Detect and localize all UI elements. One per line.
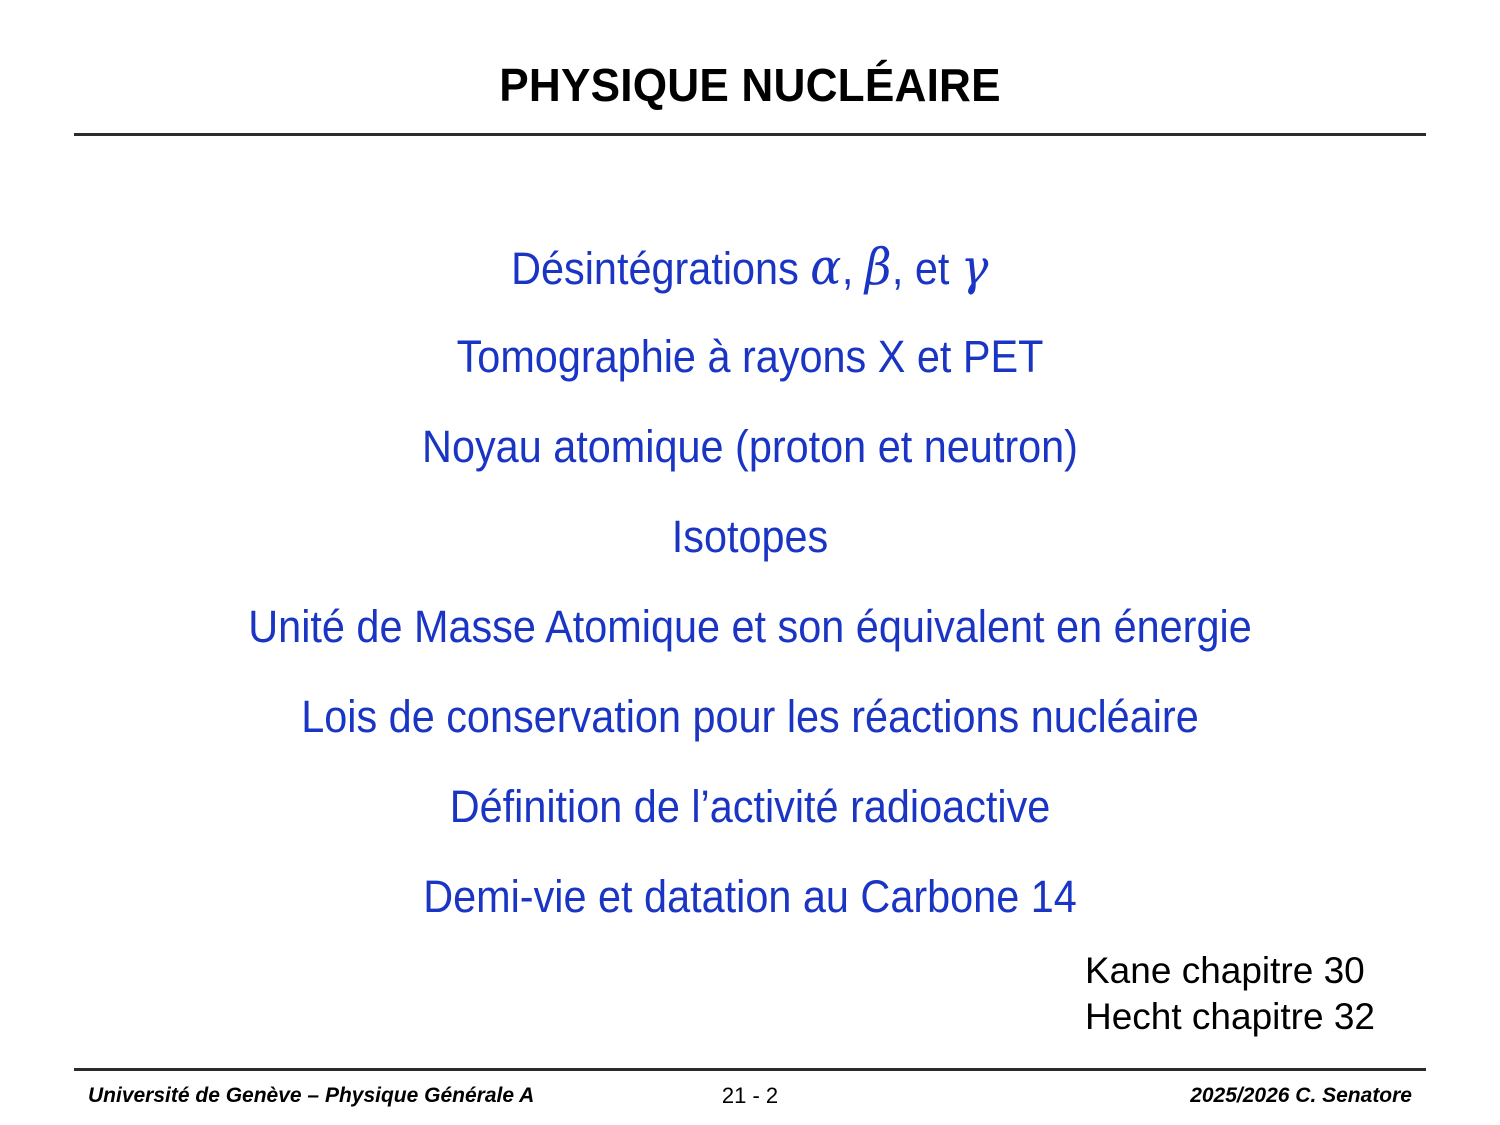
topic-line-activity-definition: Définition de l’activité radioactive — [449, 781, 1051, 832]
footer-divider — [74, 1068, 1426, 1071]
reference-hecht: Hecht chapitre 32 — [1085, 996, 1376, 1037]
footer-author-label: 2025/2026 C. Senatore — [1190, 1084, 1412, 1107]
topic-decays-prefix: Désintégrations — [511, 243, 811, 294]
topic-line-conservation-laws: Lois de conservation pour les réactions nucléaire — [301, 691, 1199, 742]
reference-kane: Kane chapitre 30 — [1085, 950, 1365, 991]
topic-decays-sep1: , — [841, 243, 865, 294]
alpha-symbol: α — [810, 238, 842, 296]
beta-symbol: β — [864, 238, 892, 296]
topic-line-half-life: Demi-vie et datation au Carbone 14 — [423, 871, 1077, 922]
footer-page-number: 21 - 2 — [721, 1083, 779, 1108]
topic-line-tomography: Tomographie à rayons X et PET — [456, 331, 1044, 382]
topic-decays-sep2: , et — [891, 243, 961, 294]
topic-line-nucleus: Noyau atomique (proton et neutron) — [422, 421, 1078, 472]
topic-line-isotopes: Isotopes — [671, 511, 829, 562]
page-title: PHYSIQUE NUCLÉAIRE — [499, 59, 1001, 111]
topic-line-atomic-mass-unit: Unité de Masse Atomique et son équivalent en énergie — [248, 601, 1252, 652]
footer-course-label: Université de Genève – Physique Générale A — [88, 1084, 535, 1107]
title-divider — [74, 133, 1426, 136]
topic-list — [0, 222, 1500, 942]
topic-line-decays — [60, 222, 1440, 312]
gamma-symbol: γ — [960, 238, 989, 296]
reading-references — [1085, 948, 1375, 1040]
